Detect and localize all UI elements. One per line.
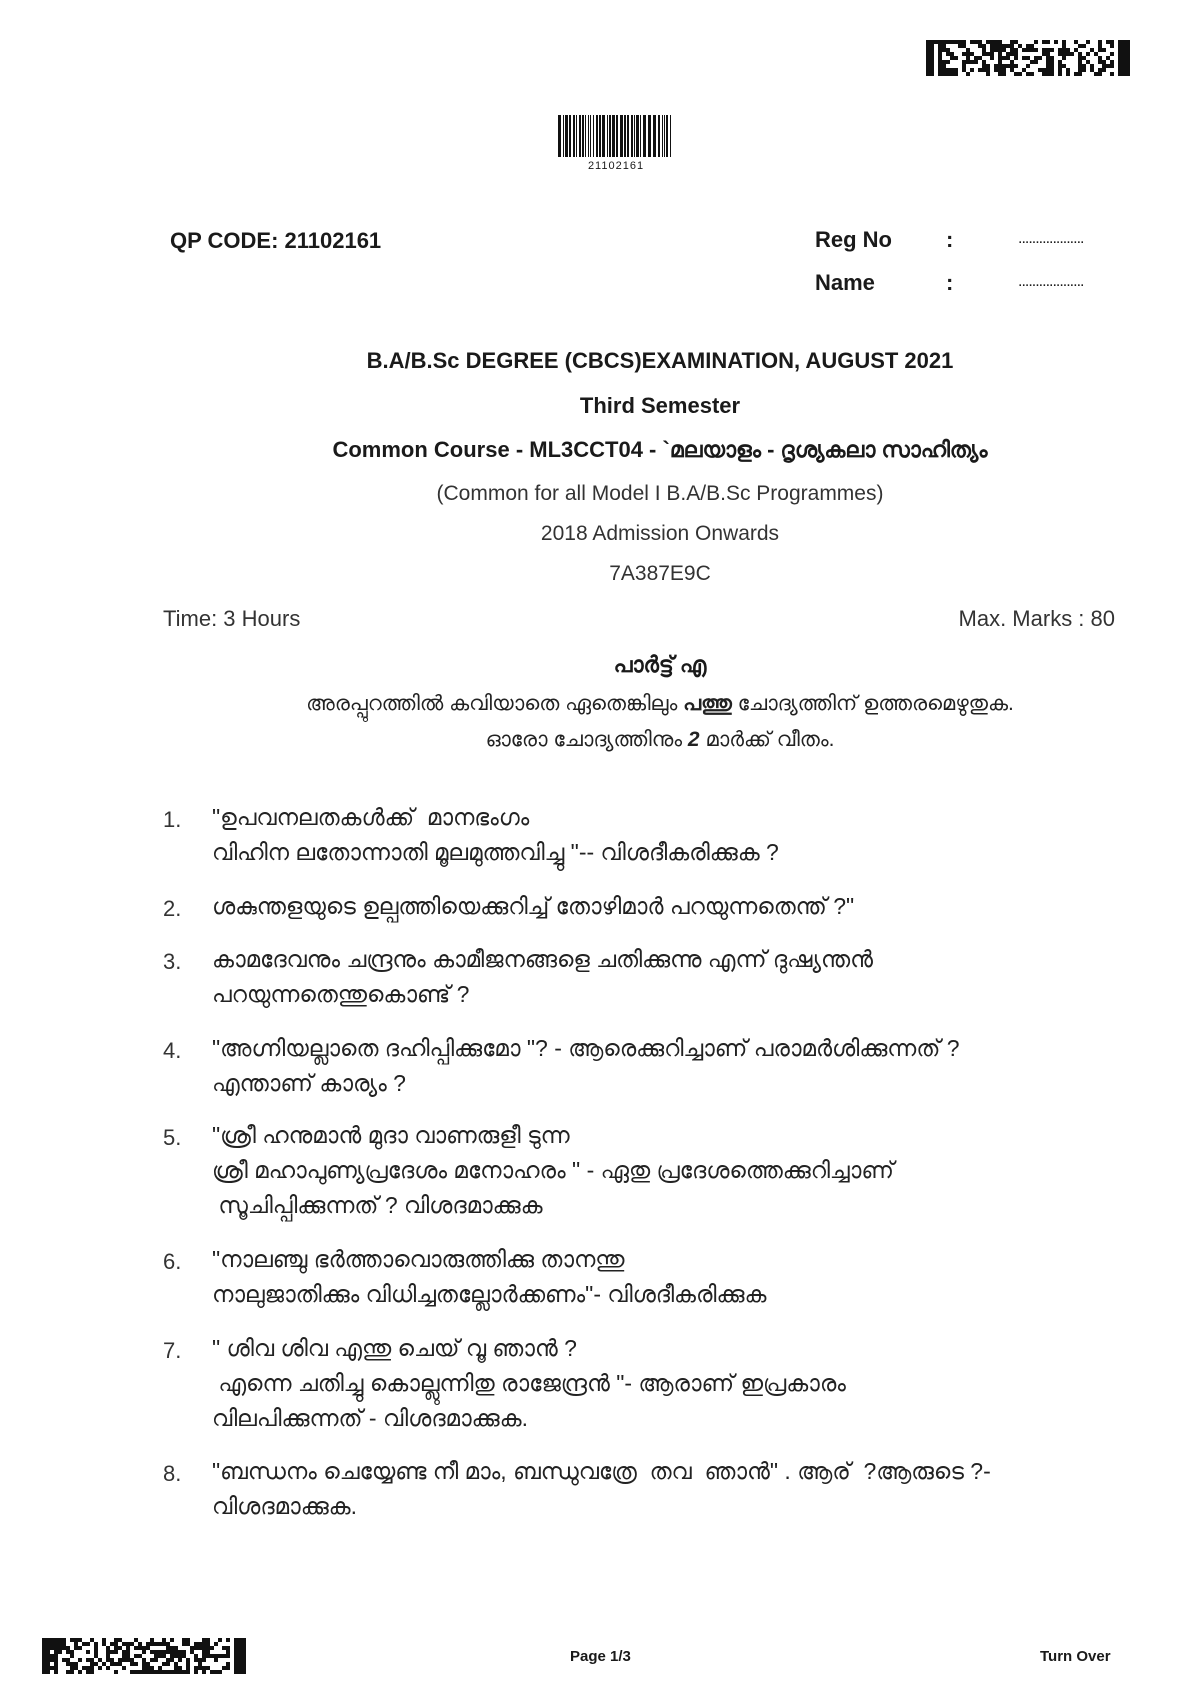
barcode-bar [599, 115, 601, 157]
barcode-bar [631, 115, 633, 157]
barcode-bar [653, 115, 656, 157]
paper-code: 7A387E9C [609, 562, 711, 585]
barcode-bar [612, 115, 615, 157]
question-number: 1. [163, 807, 182, 832]
barcode-cell [242, 1670, 246, 1674]
barcode-bar [664, 115, 665, 157]
barcode-bar [565, 115, 568, 157]
barcode-bar [648, 115, 651, 157]
marks-instruction [60, 728, 1200, 752]
barcode-bar [579, 115, 581, 157]
marks-text: ഓരോ ചോദ്യത്തിനും [485, 728, 688, 751]
question-number: 4. [163, 1038, 182, 1063]
barcode-bar [593, 115, 594, 157]
question-number: 6. [163, 1249, 182, 1274]
barcode-bar [662, 115, 663, 157]
common-for: (Common for all Model I B.A/B.Sc Programmes) [436, 482, 884, 505]
name-colon: : [946, 270, 954, 295]
barcode-bar [602, 115, 605, 157]
instruction-text-end: ചോദ്യത്തിന് ഉത്തരമെഴുതുക. [731, 692, 1014, 715]
question-number: 3. [163, 949, 182, 974]
barcode-bar [558, 115, 561, 157]
barcode-bar [643, 115, 646, 157]
name-label: Name [815, 270, 875, 295]
course-title: Common Course - ML3CCT04 - `മലയാളം - ദൃശ്യകലാ സാഹിത്യം [332, 437, 988, 462]
barcode-bar [670, 115, 671, 157]
barcode-bar [585, 115, 586, 157]
turn-over: Turn Over [1040, 1648, 1111, 1665]
name-field[interactable]: ................... [1018, 273, 1084, 290]
question-text: "ബന്ധനം ചെയ്യേണ്ട നീ മാം, ബന്ധുവത്രേ തവ ഞാൻ" . ആര് ?ആരുടെ ?- വിശദമാക്കുക. [212, 1458, 991, 1519]
exam-title: B.A/B.Sc DEGREE (CBCS)EXAMINATION, AUGUST 2021 [366, 348, 954, 373]
barcode-bar [666, 115, 668, 157]
barcode-bar [636, 115, 639, 157]
part-instruction [60, 692, 1200, 716]
reg-no-colon: : [946, 227, 954, 252]
top-right-barcode [926, 40, 1130, 76]
barcode-bar [607, 115, 608, 157]
question-text: "നാലഞ്ചു ഭർത്താവൊരുത്തിക്കു താനന്തു നാലുജാതിക്കും വിധിച്ചതല്ലോർക്കണം"- വിശദീകരിക്കുക [212, 1246, 767, 1307]
barcode-bar [563, 115, 564, 157]
reg-no-label: Reg No [815, 227, 892, 252]
instruction-count: പത്തു [683, 692, 732, 715]
barcode-bar [576, 115, 577, 157]
barcode-bar [582, 115, 584, 157]
question-text: കാമദേവനും ചന്ദ്രനും കാമീജനങ്ങളെ ചതിക്കുന്നു എന്ന് ദുഷ്യന്തൻ പറയുന്നതെന്തുകൊണ്ട് ? [212, 946, 874, 1007]
page-number: Page 1/3 [570, 1648, 631, 1665]
barcode-bar [609, 115, 611, 157]
barcode-bar [569, 115, 571, 157]
question-text: " ശിവ ശിവ എന്തു ചെയ് വൂ ഞാൻ ? എന്നെ ചതിച്ചു കൊല്ലുന്നിതു രാജേന്ദ്രൻ "- ആരാണ് ഇപ്രകാരം വിലപിക്കുന്നത് - വിശദമാക്കുക. [212, 1335, 846, 1431]
question-text: "ഉപവനലതകൾക്ക് മാനഭംഗം വിഹിന ലതോന്നാതി മൂലമുത്തവിച്ചു "-- വിശദീകരിക്കുക ? [212, 804, 779, 865]
part-heading: പാർട്ട് എ [613, 652, 707, 677]
barcode-bar [640, 115, 641, 157]
question-text: "അഗ്നിയല്ലാതെ ദഹിപ്പിക്കുമോ "? - ആരെക്കുറിച്ചാണ് പരാമർശിക്കുന്നത് ? എന്താണ് കാര്യം ? [212, 1035, 960, 1096]
barcode-bar [624, 115, 626, 157]
semester: Third Semester [579, 393, 741, 418]
question-number: 7. [163, 1338, 182, 1363]
admission: 2018 Admission Onwards [540, 522, 780, 545]
qp-code: QP CODE: 21102161 [170, 228, 382, 253]
barcode-bar [573, 115, 575, 157]
max-marks: Max. Marks : 80 [958, 606, 1115, 631]
center-barcode [558, 115, 674, 157]
question-number: 8. [163, 1461, 182, 1486]
barcode-number: 21102161 [587, 160, 645, 172]
barcode-cell [1126, 72, 1130, 76]
barcode-bar [620, 115, 623, 157]
question-text: ശകുന്തളയുടെ ഉല്പത്തിയെക്കുറിച്ച് തോഴിമാർ പറയുന്നതെന്ത് ?" [212, 893, 855, 919]
marks-text-end: മാർക്ക് വീതം. [699, 728, 835, 751]
barcode-bar [590, 115, 591, 157]
barcode-bar [616, 115, 618, 157]
instruction-text: അരപ്പുറത്തിൽ കവിയാതെ ഏതെങ്കിലും [306, 692, 684, 715]
barcode-bar [588, 115, 589, 157]
barcode-bar [634, 115, 635, 157]
time: Time: 3 Hours [163, 606, 301, 631]
bottom-left-barcode [42, 1638, 246, 1674]
barcode-bar [596, 115, 598, 157]
marks-value: 2 [687, 728, 700, 751]
question-number: 5. [163, 1125, 182, 1150]
barcode-bar [658, 115, 660, 157]
reg-no-field[interactable]: ................... [1018, 230, 1084, 247]
barcode-bar [627, 115, 629, 157]
question-text: "ശ്രീ ഹനുമാൻ മുദാ വാണരുളീ ടുന്ന ശ്രീ മഹാപുണ്യപ്രദേശം മനോഹരം " - ഏതു പ്രദേശത്തെക്കുറിച്ചാണ് സൂചിപ്പിക്കുന്നത് ? വിശദമാക്കുക [212, 1122, 894, 1218]
question-number: 2. [163, 896, 182, 921]
